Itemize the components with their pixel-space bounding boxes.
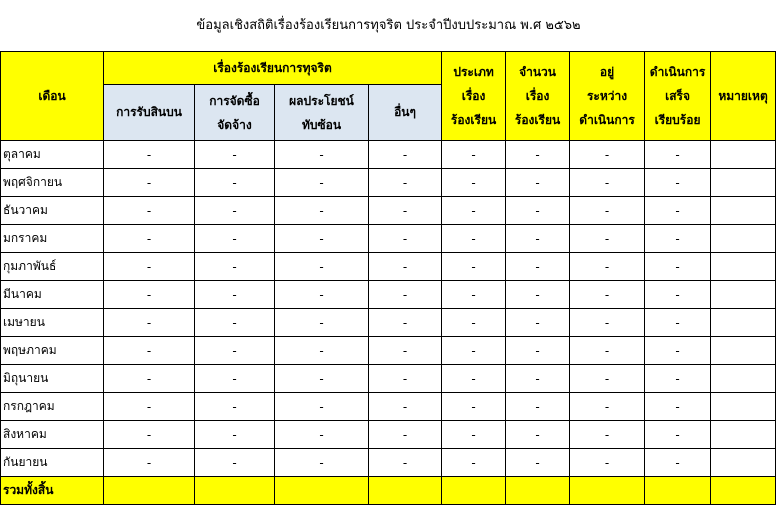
total-label: รวมทั้งสิ้น — [1, 477, 104, 505]
other-cell: - — [369, 225, 442, 253]
bribery-cell: - — [104, 449, 195, 477]
completed-cell: - — [645, 421, 711, 449]
bribery-cell: - — [104, 309, 195, 337]
remarks-cell — [711, 253, 776, 281]
conflict-cell: - — [275, 309, 369, 337]
other-cell: - — [369, 169, 442, 197]
bribery-cell: - — [104, 169, 195, 197]
header-in-progress — [570, 52, 645, 141]
month-cell: มกราคม — [1, 225, 104, 253]
table-row — [1, 337, 776, 365]
conflict-cell: - — [275, 197, 369, 225]
conflict-cell: - — [275, 393, 369, 421]
month-cell: เมษายน — [1, 309, 104, 337]
conflict-cell: - — [275, 337, 369, 365]
completed-cell: - — [645, 365, 711, 393]
remarks-cell — [711, 225, 776, 253]
procurement-cell: - — [195, 421, 275, 449]
procurement-cell: - — [195, 365, 275, 393]
count-cell: - — [506, 365, 570, 393]
month-cell: กุมภาพันธ์ — [1, 253, 104, 281]
conflict-cell: - — [275, 225, 369, 253]
bribery-cell: - — [104, 253, 195, 281]
table-row — [1, 421, 776, 449]
header-complaint-count-line1: จำนวน — [519, 65, 556, 79]
total-in-progress-cell — [570, 477, 645, 505]
in-progress-cell: - — [570, 197, 645, 225]
total-procurement-cell — [195, 477, 275, 505]
count-cell: - — [506, 449, 570, 477]
in-progress-cell: - — [570, 169, 645, 197]
table-row — [1, 141, 776, 169]
remarks-cell — [711, 309, 776, 337]
count-cell: - — [506, 141, 570, 169]
in-progress-cell: - — [570, 225, 645, 253]
table-row — [1, 365, 776, 393]
count-cell: - — [506, 393, 570, 421]
conflict-cell: - — [275, 253, 369, 281]
count-cell: - — [506, 337, 570, 365]
procurement-cell: - — [195, 281, 275, 309]
table-row — [1, 281, 776, 309]
type-cell: - — [442, 337, 506, 365]
remarks-cell — [711, 281, 776, 309]
count-cell: - — [506, 169, 570, 197]
other-cell: - — [369, 449, 442, 477]
bribery-cell: - — [104, 421, 195, 449]
total-conflict-cell — [275, 477, 369, 505]
completed-cell: - — [645, 141, 711, 169]
conflict-cell: - — [275, 281, 369, 309]
remarks-cell — [711, 337, 776, 365]
page-title: ข้อมูลเชิงสถิติเรื่องร้องเรียนการทุจริต ประจำปีงบประมาณ พ.ศ ๒๕๖๒ — [196, 18, 581, 33]
type-cell: - — [442, 393, 506, 421]
table-row — [1, 253, 776, 281]
completed-cell: - — [645, 337, 711, 365]
header-completed-line3: เรียบร้อย — [654, 113, 701, 127]
conflict-cell: - — [275, 421, 369, 449]
bribery-cell: - — [104, 393, 195, 421]
bribery-cell: - — [104, 281, 195, 309]
header-conflict-line1: ผลประโยชน์ — [289, 93, 354, 108]
header-complaint-type — [442, 52, 506, 141]
header-procurement — [195, 85, 275, 141]
remarks-cell — [711, 365, 776, 393]
completed-cell: - — [645, 253, 711, 281]
completed-cell: - — [645, 393, 711, 421]
remarks-cell — [711, 141, 776, 169]
total-count-cell — [506, 477, 570, 505]
other-cell: - — [369, 337, 442, 365]
header-other: อื่นๆ — [369, 85, 442, 141]
in-progress-cell: - — [570, 421, 645, 449]
header-complaint-count-line2: เรื่อง — [525, 89, 550, 103]
in-progress-cell: - — [570, 365, 645, 393]
table-row — [1, 225, 776, 253]
total-type-cell — [442, 477, 506, 505]
header-complaint-type-line3: ร้องเรียน — [450, 113, 497, 127]
table-row — [1, 197, 776, 225]
remarks-cell — [711, 421, 776, 449]
month-cell: ธันวาคม — [1, 197, 104, 225]
completed-cell: - — [645, 225, 711, 253]
other-cell: - — [369, 309, 442, 337]
completed-cell: - — [645, 169, 711, 197]
table-row — [1, 309, 776, 337]
month-cell: ตุลาคม — [1, 141, 104, 169]
table-row — [1, 393, 776, 421]
conflict-cell: - — [275, 169, 369, 197]
procurement-cell: - — [195, 449, 275, 477]
bribery-cell: - — [104, 141, 195, 169]
header-in-progress-line2: ระหว่าง — [586, 89, 628, 103]
remarks-cell — [711, 449, 776, 477]
completed-cell: - — [645, 309, 711, 337]
completed-cell: - — [645, 281, 711, 309]
remarks-cell — [711, 169, 776, 197]
header-bribery: การรับสินบน — [104, 85, 195, 141]
bribery-cell: - — [104, 225, 195, 253]
type-cell: - — [442, 169, 506, 197]
in-progress-cell: - — [570, 253, 645, 281]
other-cell: - — [369, 281, 442, 309]
in-progress-cell: - — [570, 393, 645, 421]
in-progress-cell: - — [570, 337, 645, 365]
total-bribery-cell — [104, 477, 195, 505]
other-cell: - — [369, 421, 442, 449]
month-cell: มิถุนายน — [1, 365, 104, 393]
type-cell: - — [442, 309, 506, 337]
header-procurement-line2: จัดจ้าง — [217, 117, 252, 132]
header-conflict-line2: ทับซ้อน — [301, 117, 342, 132]
header-conflict-of-interest — [275, 85, 369, 141]
header-complaint-count — [506, 52, 570, 141]
header-in-progress-line1: อยู่ — [599, 65, 615, 79]
table-row — [1, 449, 776, 477]
conflict-cell: - — [275, 141, 369, 169]
header-complaint-count-line3: ร้องเรียน — [514, 113, 561, 127]
procurement-cell: - — [195, 253, 275, 281]
count-cell: - — [506, 253, 570, 281]
in-progress-cell: - — [570, 309, 645, 337]
header-procurement-line1: การจัดซื้อ — [209, 93, 260, 108]
month-cell: กรกฎาคม — [1, 393, 104, 421]
total-other-cell — [369, 477, 442, 505]
conflict-cell: - — [275, 449, 369, 477]
table-row — [1, 169, 776, 197]
header-completed-line2: เสร็จ — [665, 89, 690, 103]
other-cell: - — [369, 197, 442, 225]
month-cell: สิงหาคม — [1, 421, 104, 449]
header-in-progress-line3: ดำเนินการ — [579, 113, 635, 127]
procurement-cell: - — [195, 169, 275, 197]
total-completed-cell — [645, 477, 711, 505]
count-cell: - — [506, 421, 570, 449]
procurement-cell: - — [195, 225, 275, 253]
remarks-cell — [711, 393, 776, 421]
type-cell: - — [442, 365, 506, 393]
bribery-cell: - — [104, 197, 195, 225]
total-row — [1, 477, 776, 505]
procurement-cell: - — [195, 309, 275, 337]
type-cell: - — [442, 449, 506, 477]
procurement-cell: - — [195, 197, 275, 225]
header-completed — [645, 52, 711, 141]
month-cell: กันยายน — [1, 449, 104, 477]
header-complaint-type-line2: เรื่อง — [461, 89, 486, 103]
in-progress-cell: - — [570, 141, 645, 169]
header-complaint-type-line1: ประเภท — [453, 65, 494, 79]
month-cell: พฤศจิกายน — [1, 169, 104, 197]
count-cell: - — [506, 309, 570, 337]
month-cell: มีนาคม — [1, 281, 104, 309]
header-corruption-group: เรื่องร้องเรียนการทุจริต — [104, 52, 442, 85]
month-cell: พฤษภาคม — [1, 337, 104, 365]
procurement-cell: - — [195, 141, 275, 169]
bribery-cell: - — [104, 337, 195, 365]
type-cell: - — [442, 253, 506, 281]
type-cell: - — [442, 421, 506, 449]
other-cell: - — [369, 365, 442, 393]
count-cell: - — [506, 197, 570, 225]
type-cell: - — [442, 281, 506, 309]
other-cell: - — [369, 253, 442, 281]
remarks-cell — [711, 197, 776, 225]
completed-cell: - — [645, 449, 711, 477]
in-progress-cell: - — [570, 449, 645, 477]
count-cell: - — [506, 225, 570, 253]
complaint-statistics-table — [0, 51, 776, 505]
type-cell: - — [442, 141, 506, 169]
bribery-cell: - — [104, 365, 195, 393]
procurement-cell: - — [195, 337, 275, 365]
procurement-cell: - — [195, 393, 275, 421]
conflict-cell: - — [275, 365, 369, 393]
header-remarks: หมายเหตุ — [711, 52, 776, 141]
other-cell: - — [369, 141, 442, 169]
completed-cell: - — [645, 197, 711, 225]
total-remarks-cell — [711, 477, 776, 505]
header-completed-line1: ดำเนินการ — [649, 65, 706, 79]
header-month: เดือน — [1, 52, 104, 141]
other-cell: - — [369, 393, 442, 421]
count-cell: - — [506, 281, 570, 309]
type-cell: - — [442, 225, 506, 253]
type-cell: - — [442, 197, 506, 225]
in-progress-cell: - — [570, 281, 645, 309]
